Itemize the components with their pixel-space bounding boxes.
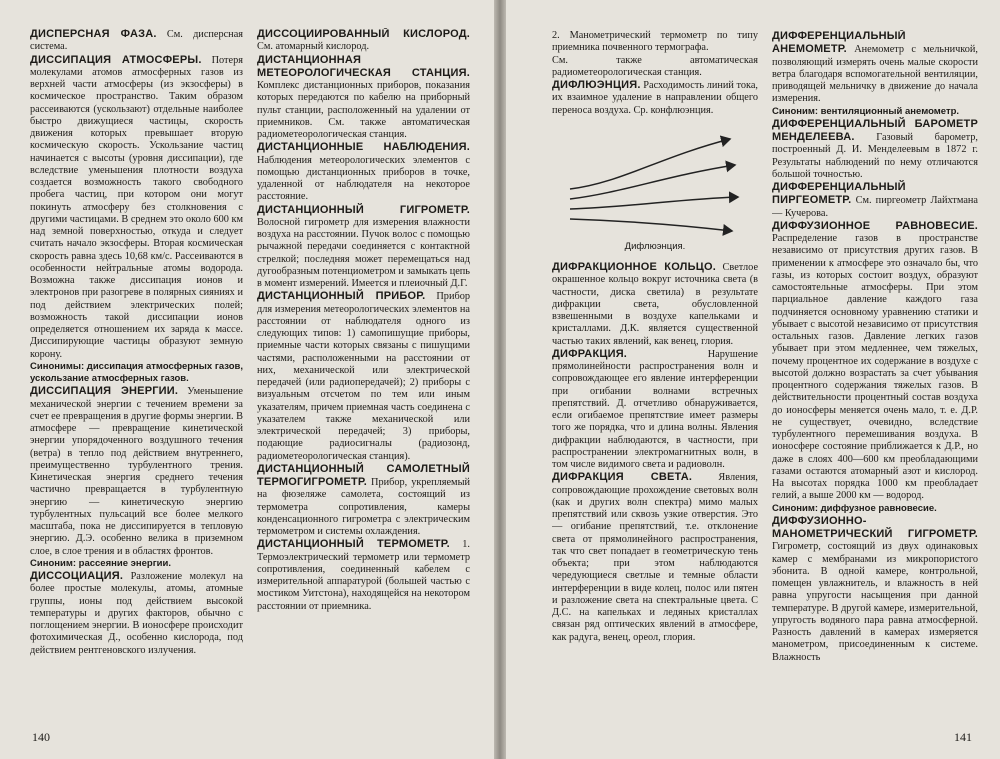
entry-text: Наблюдения метеорологических элементов с помощью дистанционных приборов в точке, удаленной от наблюдателя на некоторое расстояние. — [257, 154, 470, 203]
dictionary-entry — [552, 348, 758, 472]
entry-text: Явления, сопровождающие прохождение световых волн (как и других волн спектра) мимо малых препятствий или сквозь узкие отверстия. Это — огибание препятствий, т.е. отклонение света от прямолинейного распространения, так что свет попадает в геометрическую тень объекта; при этом наблюдаются чередующиеся светлые и темные области интерференции в виде колец, полос или пятен и разложение света на спектральные цвета. С Д.С. на капельках и ледяных кристаллах связан ряд оптических явлений в атмосфере, как радуга, венец, ореол, глория. — [552, 472, 758, 643]
entry-headword: ДИССОЦИАЦИЯ. — [30, 570, 124, 582]
entry-headword: ДИССОЦИИРОВАННЫЙ КИСЛОРОД. — [257, 28, 470, 40]
entry-text: См. пиргеометр Лайхтмана — Кучерова. — [772, 195, 978, 219]
page-number-right: 141 — [954, 730, 972, 744]
entry-synonyms: Синоним: вентиляционный анемометр. — [772, 105, 960, 117]
entry-text: 1. Термоэлектрический термометр или термометр сопротивления, соединенный кабелем с измерительной аппаратурой (большей частью с мостиком Уитстона), находящейся на некотором расстоянии от приемника. — [257, 539, 470, 612]
left-page — [0, 0, 494, 759]
entry-synonyms: Синонимы: диссипация атмосферных газов, ускользание атмосферных газов. — [30, 360, 243, 384]
dictionary-entry — [257, 204, 470, 291]
streamline-2 — [570, 165, 735, 199]
entry-text: Газовый барометр, построенный Д. И. Менделеевым в 1872 г. Результаты наблюдений по нему отличаются большой точностью. — [772, 132, 978, 180]
dictionary-entry — [552, 471, 758, 644]
entry-headword: ДИССИПАЦИЯ АТМОСФЕРЫ. — [30, 53, 202, 66]
dictionary-entry — [552, 30, 758, 55]
dictionary-entry — [257, 141, 470, 203]
entry-headword: ДИСТАНЦИОННЫЙ ТЕРМОМЕТР. — [257, 538, 450, 551]
left-column-1 — [30, 28, 243, 708]
dictionary-entry — [772, 118, 978, 181]
entry-headword: ДИФРАКЦИОННОЕ КОЛЬЦО. — [552, 261, 716, 273]
dictionary-entry — [257, 290, 470, 463]
entry-text: Светлое окрашенное кольцо вокруг источника света (в частности, диска светила) в результате дифракции света, обусловленной взвешенными в воздухе капельками и кристаллами. Д.К. является существенной частью таких явлений, как венец, глория. — [552, 262, 758, 347]
entry-text: Комплекс дистанционных приборов, показания которых передаются по кабелю на приборный пульт станции, расположенный на удалении от приемников. См. также автоматическая радиометеорологическая станция. — [257, 80, 470, 140]
entry-headword: ДИФРАКЦИЯ. — [552, 347, 628, 360]
entry-headword: ДИФФЕРЕНЦИАЛЬНЫЙ АНЕМОМЕТР. — [772, 30, 906, 56]
right-page — [506, 0, 1000, 759]
book-gutter — [494, 0, 506, 759]
dictionary-entry — [257, 28, 470, 54]
entry-text: Прибор, укрепляемый на фюзеляже самолета, состоящий из термометра сопротивления, камеры конденсационного гигрометра с электрическим термометром и системы охлаждения. — [257, 477, 470, 537]
entry-text: 2. Манометрический термометр по типу приемника почвенного термографа. — [552, 30, 758, 54]
entry-text: Разложение молекул на более простые молекулы, атомы, атомные группы, ионы под действием высокой температуры и других факторов, обычно с поглощением энергии. В ионосфере происходит фотохимическая Д., особенно кислорода, под действием рентгеновского излучения. — [30, 571, 243, 656]
dictionary-entry — [552, 261, 758, 348]
difluence-figure — [552, 127, 758, 253]
entry-text: Уменьшение механической энергии с течением времени за счет ее превращения в другие формы энергии. В атмосфере — превращение кинетической энергии упорядоченного воздушного течения (ветра) в тепло под действием внутреннего, преимущественно турбулентного трения. Кинетическая энергия среднего течения частично превращается в турбулентную энергию — кинетическую энергию турбулентных пульсаций все более мелкого масштаба, пока не диссипируется в тепловую энергию. Д.Э. особенно велика в приземном слое, в слое трения и в областях фронтов. — [30, 386, 243, 557]
entry-headword: ДИФЛЮЭНЦИЯ. — [552, 79, 641, 91]
page-number-left: 140 — [32, 730, 50, 744]
entry-text: Расходимость линий тока, их взаимное удаление в направлении общего переноса воздуха. Ср. конфлюэнция. — [552, 80, 758, 116]
entry-headword: ДИСТАНЦИОННЫЙ ПРИБОР. — [257, 290, 426, 303]
right-column-2 — [772, 30, 978, 710]
right-column-1 — [552, 30, 758, 710]
dictionary-entry — [772, 503, 978, 515]
dictionary-entry — [257, 54, 470, 142]
entry-text: Потеря молекулами атомов атмосферных газов из верхней части атмосферы (из экзосферы) в космическое пространство. Таким образом рассеиваются (ускользают) отдельные наиболее быстро движущиеся частицы, скорость движения которых превышает вторую космическую скорость. Ускользание частиц начинается с высоты (уровня диссипации), где вследствие уменьшения плотности воздуха создается возможность такого свободного пробега частиц, при котором они могут покинуть атмосферу без столкновения с другими частицами. В среднем это около 600 км над земной поверхностью, откуда и следует считать начало экзосферы. Вторая космическая скорость равна здесь 10,68 км/с. Рассеиваются в особенности нейтральные атомы водорода. Возможна также диссипация ионов и электронов при разогреве в полярных сияниях и под действием электрических полей; возможность такой диссипации ионов определяется отношением их заряда к массе. Диссипирующие частицы образуют земную корону. — [30, 54, 243, 360]
streamline-4 — [570, 219, 732, 231]
entry-text: Анемометр с мельничкой, позволяющий измерять очень малые скорости ветра благодаря вспомогательной вентиляции, приводящей мельничку в движение до начала измерения. — [772, 44, 978, 105]
figure-caption: Дифлюэнция. — [624, 240, 686, 252]
entry-text: См. атомарный кислород. — [257, 41, 370, 53]
entry-synonyms: Синоним: диффузное равновесие. — [772, 502, 937, 514]
dictionary-entry — [772, 515, 978, 664]
left-column-2 — [257, 28, 470, 708]
dictionary-entry — [30, 28, 243, 54]
entry-headword: ДИФФУЗИОННОЕ РАВНОВЕСИЕ. — [772, 219, 978, 232]
entry-synonyms: Синоним: рассеяние энергии. — [30, 557, 171, 569]
streamline-3 — [570, 197, 738, 209]
dictionary-entry — [772, 30, 978, 106]
entry-headword: ДИФФЕРЕНЦИАЛЬНЫЙ БАРОМЕТР МЕНДЕЛЕЕВА. — [772, 117, 978, 143]
dictionary-entry — [772, 220, 978, 503]
entry-headword: ДИФРАКЦИЯ СВЕТА. — [552, 471, 693, 484]
dictionary-entry — [552, 55, 758, 80]
entry-headword: ДИСТАНЦИОННЫЕ НАБЛЮДЕНИЯ. — [257, 141, 470, 154]
right-column-1-top — [552, 30, 758, 117]
entry-text: См. дисперсная система. — [30, 29, 243, 53]
dictionary-entry — [30, 54, 243, 361]
dictionary-entry — [552, 79, 758, 117]
entry-text: Нарушение прямолинейности распространения волн и сопровождающее его явление интерференции при огибании волнами встречных препятствий. Д. отчетливо обнаруживается, если огибаемое препятствие имеет размеры того же порядка, что и длина волны. Явления дифракции наблюдаются, в частности, при распространении электромагнитных волн, в том числе видимого света и радиоволн. — [552, 348, 758, 470]
entry-text: Прибор для измерения метеорологических элементов на расстоянии от наблюдателя одного из следующих типов: 1) самопишущие приборы, приемные части которых связаны с пишущими частями, расположенными на расстоянии от них, механической или электрической передачей (или радиопередачей); 2) приборы с визуальным отсчетом по тем или иным указателям, причем приемная часть соединена с указателем также механической или электрической передачей; 3) приборы, подающие радиосигналы (радиозонд, радиометеорологическая станция). — [257, 291, 470, 462]
dictionary-entry — [772, 106, 978, 118]
entry-headword: ДИСТАНЦИОННЫЙ ГИГРОМЕТР. — [257, 203, 470, 216]
dictionary-entry — [257, 538, 470, 613]
entry-text: Распределение газов в пространстве независимо от присутствия других газов. В применении к атмосфере это означало бы, что газы, из которых состоит воздух, образуют самостоятельные атмосферы. При этом парциальное давление каждого газа подчиняется основному уравнению статики и убывает с высотой независимо от присутствия остальных газов. Давление легких газов убывает при этом медленнее, чем тяжелых, почему процентное их содержание в воздухе с высотой должно возрастать за счет убывания процентного содержания тяжелых газов. В действительности процентный состав воздуха до ионосферы меняется очень мало, т. е. Д.Р. не существует, очевидно, вследствие турбулентного перемешивания воздуха. В ионосфере состояние приближается к Д.Р., но даже в слоях 400—600 км преобладающими газами остаются атомарный азот и кислород. На высотах порядка 1000 км преобладает гелий, а выше 2000 км — водород. — [772, 233, 978, 502]
dictionary-entry — [30, 361, 243, 386]
entry-headword: ДИСТАНЦИОННЫЙ САМОЛЕТНЫЙ ТЕРМОГИГРОМЕТР. — [257, 462, 470, 488]
difluence-diagram — [560, 127, 750, 237]
entry-headword: ДИФФУЗИОННО-МАНОМЕТРИЧЕСКИЙ ГИГРОМЕТР. — [772, 514, 978, 540]
dictionary-entry — [30, 558, 243, 570]
right-column-1-bottom — [552, 261, 758, 644]
entry-headword: ДИФФЕРЕНЦИАЛЬНЫЙ ПИРГЕОМЕТР. — [772, 181, 906, 207]
entry-text: Гигрометр, состоящий из двух одинаковых камер с мембранами из микропористого эбонита. В одной камере, контрольной, помещен увлажнитель, и влажность в ней равна упругости насыщения при данной температуре. В другой камере, измерительной, упругость водяного пара равна атмосферной. Разность давлений в камерах измеряется манометром, присоединенным к системе. Влажность — [772, 541, 978, 663]
streamline-1 — [570, 139, 730, 189]
entry-text: См. также автоматическая радиометеорологическая станция. — [552, 54, 758, 78]
dictionary-entry — [30, 570, 243, 657]
entry-text: Волосной гигрометр для измерения влажности воздуха на расстоянии. Пучок волос с помощью рычажной передачи соединяется с контактной стрелкой; последняя может перемещаться над дугообразным потенциометром и замыкать цепь в момент измерений. Имеется и плеиочный Д.Г. — [257, 216, 470, 289]
entry-headword: ДИСТАНЦИОННАЯ МЕТЕОРОЛОГИЧЕСКАЯ СТАНЦИЯ. — [257, 53, 470, 79]
entry-headword: ДИСПЕРСНАЯ ФАЗА. — [30, 28, 157, 40]
dictionary-entry — [772, 181, 978, 220]
dictionary-entry — [257, 463, 470, 539]
entry-headword: ДИССИПАЦИЯ ЭНЕРГИИ. — [30, 385, 179, 398]
dictionary-entry — [30, 385, 243, 558]
